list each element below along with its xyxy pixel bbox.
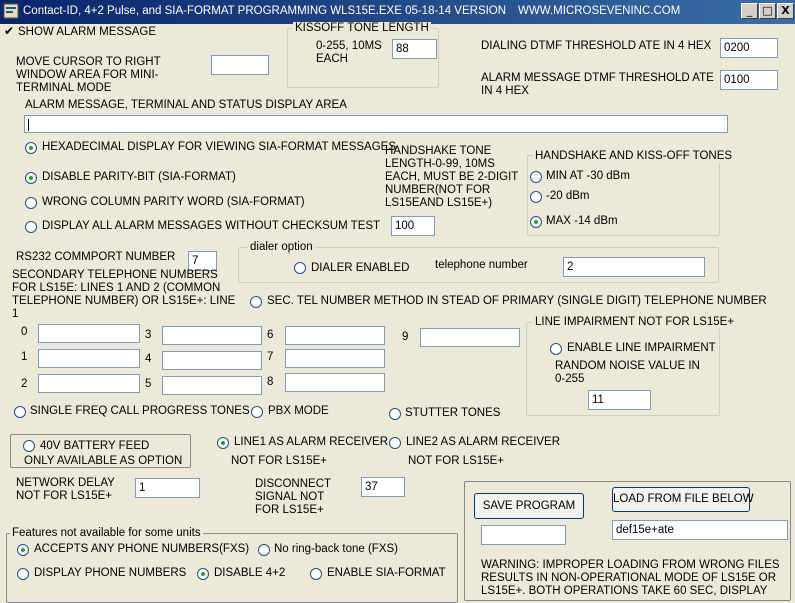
kissoff-field[interactable]: 88 <box>392 39 437 59</box>
load-file-field[interactable]: def15e+ate <box>612 520 788 540</box>
enable-sia-label: ENABLE SIA-FORMAT <box>327 567 446 579</box>
show-alarm-checkbox[interactable]: ✔ <box>4 24 15 38</box>
rs232-label: RS232 COMMPORT NUMBER <box>16 251 176 263</box>
display-all-label: DISPLAY ALL ALARM MESSAGES WITHOUT CHECKSUM TEST <box>42 220 381 232</box>
hex-display-label: HEXADECIMAL DISPLAY FOR VIEWING SIA-FORMAT MESSAGES <box>42 141 397 153</box>
dialer-enabled-label: DIALER ENABLED <box>311 262 410 274</box>
dialing-threshold-field[interactable]: 0200 <box>720 38 778 58</box>
secondary-numbers-label: SECONDARY TELEPHONE NUMBERS FOR LS15E: LINES 1 AND 2 (COMMON TELEPHONE NUMBER) OR LS15E+: LINE 1 <box>12 269 236 320</box>
slot-label-0: 0 <box>21 326 28 338</box>
minimize-button[interactable]: _ <box>741 3 758 19</box>
window-website: WWW.MICROSEVENINC.COM <box>518 5 681 17</box>
slot-label-5: 5 <box>145 378 152 390</box>
show-alarm-label: SHOW ALARM MESSAGE <box>18 26 157 38</box>
slot-field-0[interactable] <box>38 324 140 343</box>
telephone-number-label: telephone number <box>435 259 528 271</box>
disconnect-label: DISCONNECT SIGNAL NOT FOR LS15E+ <box>255 478 331 516</box>
program-warning: WARNING: IMPROPER LOADING FROM WRONG FILES RESULTS IN NON-OPERATIONAL MODE OF LS15E OR LS15E+. BOTH OPERATIONS TAKE 60 SEC, DISPLAY <box>481 559 780 597</box>
no-ringback-radio[interactable] <box>258 544 270 556</box>
slot-label-4: 4 <box>145 353 152 365</box>
single-freq-label: SINGLE FREQ CALL PROGRESS TONES <box>30 405 250 417</box>
load-file-button[interactable]: LOAD FROM FILE BELOW <box>612 487 750 512</box>
slot-field-7[interactable] <box>285 349 385 368</box>
slot-field-1[interactable] <box>38 349 140 368</box>
move-cursor-field[interactable] <box>211 55 269 75</box>
max-14dbm-label: MAX -14 dBm <box>546 215 618 227</box>
battery-note: ONLY AVAILABLE AS OPTION <box>24 455 183 467</box>
rs232-field[interactable]: 7 <box>188 251 217 271</box>
enable-sia-radio[interactable] <box>310 568 322 580</box>
line2-note: NOT FOR LS15E+ <box>408 455 504 467</box>
accept-any-label: ACCEPTS ANY PHONE NUMBERS(FXS) <box>34 543 250 555</box>
display-phone-radio[interactable] <box>17 568 29 580</box>
disable-parity-label: DISABLE PARITY-BIT (SIA-FORMAT) <box>42 171 236 183</box>
sec-method-label: SEC. TEL NUMBER METHOD IN STEAD OF PRIMARY (SINGLE DIGIT) TELEPHONE NUMBER <box>267 295 767 307</box>
line1-receiver-label: LINE1 AS ALARM RECEIVER <box>234 436 389 448</box>
pbx-mode-radio[interactable] <box>251 406 263 418</box>
slot-label-8: 8 <box>267 376 274 388</box>
noise-label: RANDOM NOISE VALUE IN 0-255 <box>555 360 700 385</box>
slot-field-8[interactable] <box>285 373 385 392</box>
display-phone-label: DISPLAY PHONE NUMBERS <box>34 567 187 579</box>
enable-line-impairment-label: ENABLE LINE IMPAIRMENT <box>567 342 716 354</box>
pbx-mode-label: PBX MODE <box>268 405 329 417</box>
alarm-threshold-label: ALARM MESSAGE DTMF THRESHOLD ATE IN 4 HEX <box>481 72 714 97</box>
display-area-label: ALARM MESSAGE, TERMINAL AND STATUS DISPLAY AREA <box>25 99 347 111</box>
minus20dbm-label: -20 dBm <box>546 190 590 202</box>
handshake-length-label: HANDSHAKE TONE LENGTH-0-99, 10MS EACH, MUST BE 2-DIGIT NUMBER(NOT FOR LS15EAND LS15E+) <box>385 145 519 209</box>
display-area-field[interactable] <box>24 115 728 133</box>
slot-label-1: 1 <box>21 351 28 363</box>
battery-feed-label: 40V BATTERY FEED <box>40 440 150 452</box>
wrong-parity-label: WRONG COLUMN PARITY WORD (SIA-FORMAT) <box>42 196 305 208</box>
minus20dbm-radio[interactable] <box>530 191 542 203</box>
title-bar <box>0 0 795 24</box>
features-legend: Features not available for some units <box>12 527 201 539</box>
telephone-number-field[interactable]: 2 <box>563 257 705 277</box>
disable-42-label: DISABLE 4+2 <box>214 567 286 579</box>
wrong-parity-radio[interactable] <box>25 197 37 209</box>
sec-method-radio[interactable] <box>250 296 262 308</box>
dialing-threshold-label: DIALING DTMF THRESHOLD ATE IN 4 HEX <box>481 40 712 52</box>
stutter-tones-label: STUTTER TONES <box>405 407 501 419</box>
disconnect-field[interactable]: 37 <box>361 477 405 497</box>
slot-field-4[interactable] <box>162 351 262 370</box>
battery-feed-radio[interactable] <box>23 440 35 452</box>
stutter-tones-radio[interactable] <box>389 408 401 420</box>
accept-any-radio[interactable] <box>17 544 29 556</box>
close-button[interactable]: X <box>777 3 794 19</box>
handshake-length-field[interactable]: 100 <box>391 216 435 236</box>
slot-field-2[interactable] <box>38 374 140 393</box>
save-program-field[interactable] <box>481 525 566 545</box>
line-impairment-legend: LINE IMPAIRMENT NOT FOR LS15E+ <box>535 316 735 328</box>
alarm-threshold-field[interactable]: 0100 <box>720 70 778 90</box>
disable-parity-radio[interactable] <box>25 172 37 184</box>
min-30dbm-label: MIN AT -30 dBm <box>546 170 630 182</box>
disable-42-radio[interactable] <box>197 568 209 580</box>
handshake-legend: HANDSHAKE AND KISS-OFF TONES <box>535 150 733 162</box>
no-ringback-label: No ring-back tone (FXS) <box>274 543 398 555</box>
kissoff-legend: KISSOFF TONE LENGTH <box>295 22 429 34</box>
slot-label-2: 2 <box>21 378 28 390</box>
single-freq-radio[interactable] <box>14 406 26 418</box>
enable-line-impairment-radio[interactable] <box>550 343 562 355</box>
app-icon <box>3 3 19 19</box>
slot-field-5[interactable] <box>162 376 262 395</box>
line1-note: NOT FOR LS15E+ <box>231 455 327 467</box>
line2-receiver-radio[interactable] <box>389 437 401 449</box>
save-program-button[interactable]: SAVE PROGRAM <box>474 493 584 519</box>
line1-receiver-radio[interactable] <box>217 437 229 449</box>
move-cursor-label: MOVE CURSOR TO RIGHT WINDOW AREA FOR MINI-TERMINAL MODE <box>16 56 161 94</box>
slot-label-3: 3 <box>145 329 152 341</box>
noise-field[interactable]: 11 <box>588 390 651 410</box>
network-delay-field[interactable]: 1 <box>135 478 200 498</box>
hex-display-radio[interactable] <box>25 142 37 154</box>
max-14dbm-radio[interactable] <box>530 216 542 228</box>
display-all-radio[interactable] <box>25 221 37 233</box>
line2-receiver-label: LINE2 AS ALARM RECEIVER <box>406 436 561 448</box>
min-30dbm-radio[interactable] <box>530 171 542 183</box>
kissoff-label: 0-255, 10MS EACH <box>316 40 382 65</box>
network-delay-label: NETWORK DELAY NOT FOR LS15E+ <box>16 477 115 502</box>
slot-field-6[interactable] <box>285 326 385 345</box>
dialer-legend: dialer option <box>250 241 313 253</box>
slot-label-7: 7 <box>267 351 274 363</box>
window-title: Contact-ID, 4+2 Pulse, and SIA-FORMAT PROGRAMMING WLS15E.EXE 05-18-14 VERSION <box>23 5 507 17</box>
maximize-button[interactable]: □ <box>759 3 776 19</box>
dialer-enabled-radio[interactable] <box>294 262 306 274</box>
slot-field-3[interactable] <box>162 326 262 345</box>
slot-label-9: 9 <box>402 331 409 343</box>
slot-field-9[interactable] <box>420 328 520 347</box>
slot-label-6: 6 <box>267 329 274 341</box>
